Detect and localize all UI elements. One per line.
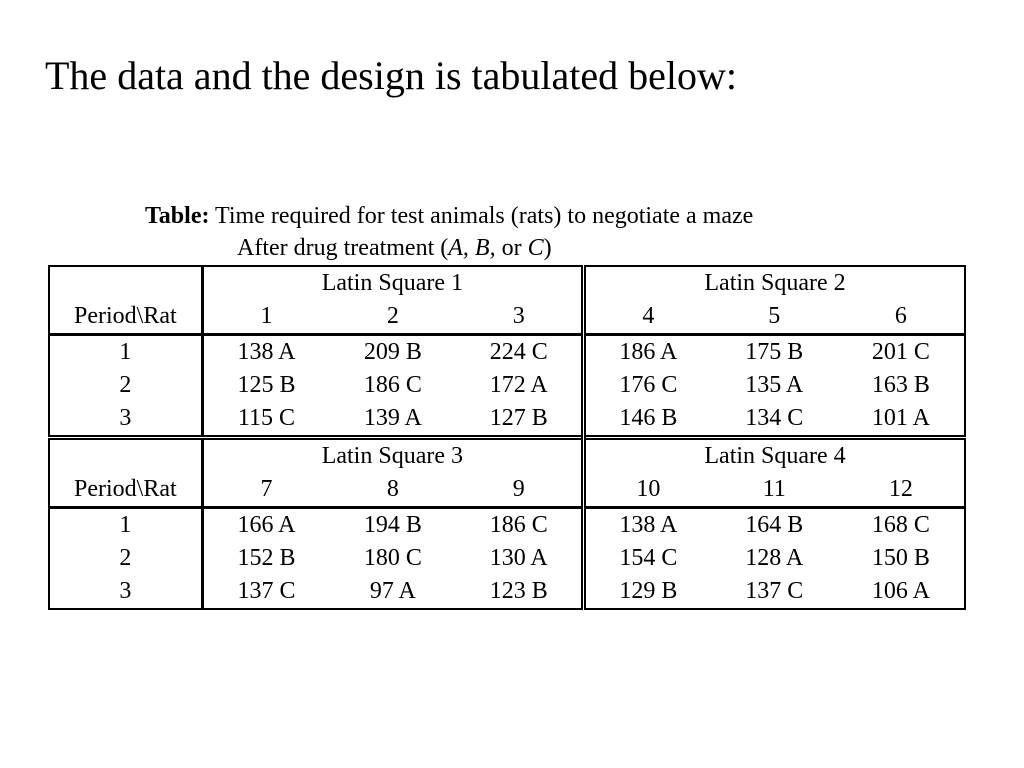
rat-header-5: 5 [768, 303, 781, 329]
block-1-rat-header-row [49, 300, 965, 335]
data-cell: 154 C [584, 542, 711, 575]
table-row [49, 369, 965, 402]
data-cell: 123 B [489, 578, 548, 604]
data-cell: 152 B [202, 542, 329, 575]
period-cell: 2 [119, 545, 132, 571]
caption-or: or [495, 235, 528, 261]
rat-header-8: 8 [386, 476, 399, 502]
latin-square-2-header: Latin Square 2 [584, 266, 965, 300]
caption-line1-text: Time required for test animals (rats) to negotiate a maze [209, 203, 754, 229]
latin-square-3-header: Latin Square 3 [202, 438, 583, 474]
data-cell: 201 C [838, 335, 965, 370]
drug-a-label: A, [448, 235, 469, 261]
data-cell: 168 C [838, 508, 965, 543]
period-cell: 3 [119, 578, 132, 604]
latin-square-1-header: Latin Square 1 [202, 266, 583, 300]
data-cell: 130 A [489, 545, 548, 571]
table-row [49, 402, 965, 438]
period-cell: 3 [119, 405, 132, 431]
table-row [49, 575, 965, 609]
rat-header-12: 12 [888, 476, 913, 502]
drug-b-label: B, [474, 235, 496, 261]
period-cell: 2 [119, 372, 132, 398]
rat-header-3: 3 [512, 303, 525, 329]
drug-c-label: C [527, 235, 544, 261]
data-cell: 176 C [584, 369, 711, 402]
data-cell: 224 C [456, 335, 583, 370]
table-row [49, 335, 965, 370]
block-1-square-header-row [49, 266, 965, 300]
block-1-row-header: Period\Rat [74, 303, 177, 329]
data-cell: 180 C [363, 545, 422, 571]
data-cell: 125 B [202, 369, 329, 402]
block-2-corner-cell [49, 438, 202, 474]
data-cell: 106 A [871, 578, 930, 604]
data-cell: 186 A [584, 335, 711, 370]
data-cell: 137 C [745, 578, 804, 604]
data-cell: 186 C [363, 372, 422, 398]
table-row [49, 542, 965, 575]
block-1-corner-cell [49, 266, 202, 300]
data-cell: 129 B [584, 575, 711, 609]
data-cell: 209 B [329, 335, 456, 370]
data-cell: 138 A [584, 508, 711, 543]
data-cell: 134 C [745, 405, 804, 431]
page-heading: The data and the design is tabulated below: [45, 53, 738, 98]
table-row [49, 508, 965, 543]
rat-header-10: 10 [584, 473, 711, 508]
data-cell: 164 B [711, 508, 838, 543]
caption-line2 [145, 232, 753, 264]
rat-header-4: 4 [584, 300, 711, 335]
data-cell: 139 A [363, 405, 422, 431]
rat-header-9: 9 [512, 476, 525, 502]
data-cell: 150 B [871, 545, 930, 571]
rat-header-11: 11 [762, 476, 786, 502]
block-2-row-header: Period\Rat [74, 476, 177, 502]
block-2-square-header-row [49, 438, 965, 474]
data-cell: 186 C [456, 508, 583, 543]
data-cell: 166 A [202, 508, 329, 543]
rat-header-1: 1 [202, 300, 329, 335]
data-cell: 135 A [745, 372, 804, 398]
block-2-rat-header-row [49, 473, 965, 508]
data-cell: 115 C [202, 402, 329, 438]
rat-header-2: 2 [386, 303, 399, 329]
data-cell: 137 C [202, 575, 329, 609]
data-cell: 175 B [711, 335, 838, 370]
latin-square-table [48, 265, 966, 610]
data-cell: 97 A [369, 578, 416, 604]
data-cell: 128 A [745, 545, 804, 571]
rat-header-7: 7 [202, 473, 329, 508]
caption-line2-prefix: After drug treatment ( [237, 235, 449, 261]
caption-label: Table: [145, 203, 210, 229]
data-cell: 146 B [584, 402, 711, 438]
data-cell: 163 B [871, 372, 930, 398]
caption-line2-suffix: ) [543, 235, 552, 261]
period-cell: 1 [49, 335, 202, 370]
data-cell: 138 A [202, 335, 329, 370]
table-caption [145, 200, 753, 264]
data-cell: 101 A [871, 405, 930, 431]
rat-header-6: 6 [894, 303, 907, 329]
period-cell: 1 [49, 508, 202, 543]
latin-square-4-header: Latin Square 4 [584, 438, 965, 474]
data-cell: 127 B [489, 405, 548, 431]
data-cell: 194 B [329, 508, 456, 543]
data-cell: 172 A [489, 372, 548, 398]
